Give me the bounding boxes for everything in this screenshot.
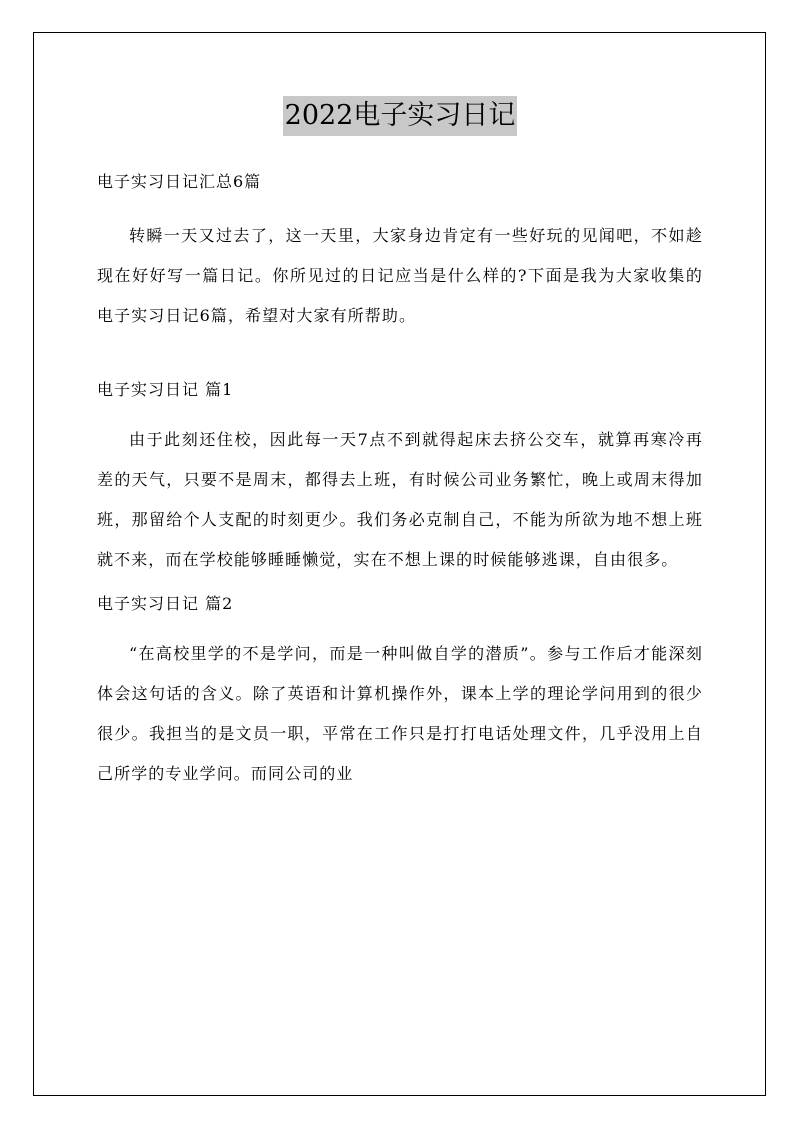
document-title: 2022电子实习日记 [283, 96, 518, 136]
document-body [97, 96, 703, 794]
section-2-paragraph: “在高校里学的不是学问，而是一种叫做自学的潜质”。参与工作后才能深刻体会这句话的含义。除了英语和计算机操作外，课本上学的理论学问用到的很少很少。我担当的是文员一职，平常在工作只是打打电话处理文件，几乎没用上自己所学的专业学问。而同公司的业 [97, 644, 703, 783]
intro-paragraph: 转瞬一天又过去了，这一天里，大家身边肯定有一些好玩的见闻吧，不如趁现在好好写一篇日记。你所见过的日记应当是什么样的?下面是我为大家收集的电子实习日记6篇，希望对大家有所帮助。 [97, 226, 703, 325]
section-1-heading: 电子实习日记 篇1 [97, 380, 234, 399]
section-1-paragraph: 由于此刻还住校，因此每一天7点不到就得起床去挤公交车，就算再寒冷再差的天气，只要不是周末，都得去上班，有时候公司业务繁忙，晚上或周末得加班，那留给个人支配的时刻更少。我们务必克制自己，不能为所欲为地不想上班就不来，而在学校能够睡睡懒觉，实在不想上课的时候能够逃课，自由很多。 [97, 430, 703, 569]
title-wrap [97, 96, 703, 136]
document-subtitle: 电子实习日记汇总6篇 [97, 172, 262, 191]
section-2-heading: 电子实习日记 篇2 [97, 594, 234, 613]
